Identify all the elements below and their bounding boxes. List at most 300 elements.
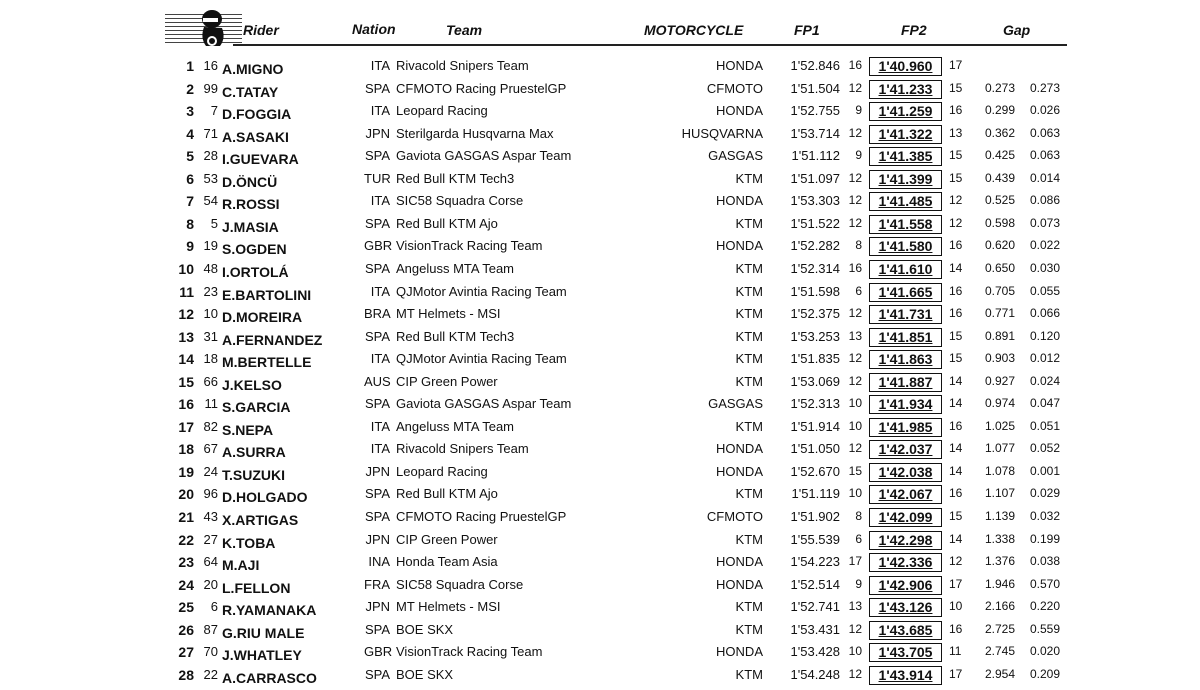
motorcycle: KTM [735,531,763,547]
rider-number: 31 [203,328,218,344]
gap-previous: 0.024 [1029,373,1060,388]
fp2-lap: 16 [949,486,963,501]
fp2-time: 1'42.099 [869,508,942,527]
position: 27 [178,644,194,661]
motorcycle: HONDA [716,554,763,570]
nation: ITA [370,58,390,73]
rider-number: 11 [204,396,218,412]
fp2-lap: 14 [949,531,963,546]
fp2-lap: 16 [949,103,963,118]
gap-first: 0.903 [984,351,1015,366]
rider-number: 5 [210,215,218,231]
team-name: QJMotor Avintia Racing Team [396,351,567,367]
fp1-time: 1'52.670 [790,463,840,479]
rider-name: G.RIU MALE [222,624,305,641]
fp1-lap: 9 [855,576,862,591]
table-row [0,306,1200,328]
rider-number: 7 [210,103,218,119]
nation: SPA [364,328,390,344]
fp2-lap: 17 [949,666,963,681]
fp1-time: 1'51.835 [790,351,840,367]
gap-previous: 0.199 [1029,531,1060,546]
gap-first: 0.439 [984,170,1015,185]
position: 10 [178,260,194,277]
fp1-time: 1'54.248 [790,666,840,682]
team-name: MT Helmets - MSI [396,599,501,615]
team-name: VisionTrack Racing Team [396,238,543,254]
table-row [0,464,1200,486]
rider-name: T.SUZUKI [222,466,285,483]
table-row [0,644,1200,666]
fp2-lap: 16 [949,283,963,298]
fp1-time: 1'51.598 [790,283,840,299]
table-row [0,374,1200,396]
motorcycle: HONDA [716,441,763,457]
rider-name: J.WHATLEY [222,647,302,664]
header-fp1: FP1 [794,22,820,38]
table-row [0,396,1200,418]
gap-previous: 0.063 [1029,125,1060,140]
gap-first: 0.362 [984,125,1015,140]
position: 17 [178,418,194,435]
table-row [0,599,1200,621]
team-name: Leopard Racing [396,103,488,119]
fp2-time: 1'41.731 [869,305,942,324]
gap-previous: 0.051 [1029,418,1060,433]
motorcycle: HONDA [716,576,763,592]
gap-first: 0.525 [984,193,1015,208]
table-row [0,81,1200,103]
fp1-time: 1'52.313 [790,396,840,412]
rider-number: 43 [203,509,218,524]
fp2-time: 1'41.610 [869,260,942,279]
table-row [0,622,1200,644]
nation: JPN [365,125,390,141]
rider-number: 10 [203,306,218,322]
fp1-lap: 12 [848,441,862,456]
gap-first: 0.299 [984,103,1015,118]
position: 19 [178,463,194,480]
motorcycle: KTM [735,621,763,637]
fp2-time: 1'42.067 [869,485,942,504]
table-row [0,58,1200,80]
fp2-time: 1'41.259 [869,102,942,121]
team-name: Gaviota GASGAS Aspar Team [396,396,572,412]
gap-previous: 0.073 [1029,215,1060,230]
position: 9 [186,238,194,255]
fp2-time: 1'41.665 [869,283,942,302]
table-row [0,486,1200,508]
fp1-time: 1'54.223 [790,554,840,570]
position: 24 [178,576,194,593]
fp1-time: 1'51.914 [790,418,840,434]
nation: GBR [364,644,393,660]
fp1-lap: 13 [848,599,862,614]
motorcycle: KTM [735,328,763,344]
fp1-lap: 10 [848,396,862,411]
fp2-time: 1'41.558 [869,215,942,234]
gap-first: 1.107 [984,486,1015,501]
gap-previous: 0.047 [1029,396,1060,411]
fp1-time: 1'52.755 [790,103,840,119]
fp1-time: 1'51.097 [790,170,840,186]
rider-name: R.ROSSI [222,196,280,213]
nation: BRA [364,306,391,322]
position: 28 [178,666,194,683]
fp1-time: 1'51.902 [790,509,840,524]
rider-name: A.SURRA [222,444,286,461]
fp1-time: 1'53.069 [790,373,840,389]
nation: AUS [364,373,391,389]
gap-previous: 0.012 [1029,351,1060,366]
gap-previous: 0.055 [1029,283,1060,298]
position: 25 [178,599,194,616]
table-row [0,329,1200,351]
rider-number: 64 [203,554,218,570]
gap-previous: 0.022 [1029,238,1060,253]
table-row [0,419,1200,441]
team-name: Red Bull KTM Tech3 [396,170,515,186]
nation: TUR [364,170,391,186]
position: 21 [178,509,194,525]
fp1-time: 1'55.539 [790,531,840,547]
team-name: Honda Team Asia [396,554,498,570]
motorcycle: KTM [735,260,763,276]
rider-number: 18 [203,351,218,367]
header-team: Team [446,22,483,38]
fp1-time: 1'51.522 [790,215,840,231]
motorcycle: KTM [735,666,763,682]
rider-name: J.KELSO [222,376,282,393]
fp1-lap: 9 [855,148,862,163]
fp2-lap: 15 [949,328,963,343]
fp2-time: 1'41.985 [869,418,942,437]
nation: SPA [364,621,390,637]
motorcycle: KTM [735,351,763,367]
position: 11 [179,283,194,300]
position: 20 [178,486,194,503]
position: 13 [178,328,194,345]
fp2-lap: 12 [949,554,963,569]
position: 22 [178,531,194,548]
motorcycle: GASGAS [708,148,763,164]
position: 6 [186,170,194,187]
position: 14 [178,351,194,368]
gap-previous: 0.052 [1029,441,1060,456]
fp2-time: 1'42.906 [869,576,942,595]
fp2-time: 1'41.887 [869,373,942,392]
rider-name: L.FELLON [222,579,291,596]
rider-name: D.ÖNCÜ [222,173,278,190]
motorcycle: HONDA [716,644,763,660]
fp1-lap: 12 [848,193,862,208]
position: 12 [178,306,194,323]
fp1-time: 1'53.303 [790,193,840,209]
rider-name: E.BARTOLINI [222,286,312,303]
fp2-lap: 15 [949,351,963,366]
fp1-lap: 12 [848,666,862,681]
nation: FRA [364,576,390,592]
fp2-lap: 15 [949,148,963,163]
position: 23 [178,554,194,571]
team-name: Red Bull KTM Ajo [396,486,498,502]
rider-name: I.GUEVARA [222,151,299,168]
motorcycle: KTM [735,306,763,322]
table-row [0,532,1200,554]
gap-first: 1.077 [984,441,1015,456]
gap-first: 1.376 [984,554,1015,569]
fp1-time: 1'53.431 [790,621,840,637]
gap-previous: 0.014 [1029,170,1060,185]
gap-previous: 0.120 [1029,328,1060,343]
fp1-lap: 10 [848,418,862,433]
fp1-lap: 8 [855,509,862,523]
gap-previous: 0.020 [1029,644,1060,659]
table-row [0,126,1200,148]
team-name: CFMOTO Racing PruestelGP [396,80,567,96]
gap-previous: 0.066 [1029,306,1060,321]
team-name: Angeluss MTA Team [396,260,515,276]
fp1-lap: 13 [848,328,862,343]
fp2-lap: 14 [949,463,963,478]
rider-name: D.MOREIRA [222,309,303,326]
gap-first: 2.166 [984,599,1015,614]
rider-name: D.HOLGADO [222,489,308,506]
position: 4 [186,125,194,142]
position: 18 [178,441,194,458]
fp2-time: 1'42.037 [869,440,942,459]
nation: ITA [370,283,390,299]
team-name: BOE SKX [396,621,454,637]
motorcycle: HONDA [716,103,763,119]
rider-number: 82 [203,418,218,434]
table-header [0,0,1200,48]
nation: JPN [365,531,390,547]
motorcycle: KTM [735,599,763,615]
fp1-time: 1'51.119 [791,486,840,502]
fp2-lap: 14 [949,373,963,388]
rider-number: 20 [203,576,218,592]
gap-previous: 0.030 [1029,260,1060,275]
motorcycle: HONDA [716,58,763,73]
rider-number: 71 [203,125,218,141]
gap-first: 2.745 [984,644,1015,659]
fp1-lap: 12 [848,351,862,366]
rider-number: 96 [203,486,218,502]
fp2-time: 1'43.914 [869,666,942,685]
nation: ITA [370,441,390,457]
gap-first: 2.725 [984,621,1015,636]
fp1-time: 1'53.714 [790,125,840,141]
rider-number: 24 [203,463,218,479]
fp2-lap: 14 [949,396,963,411]
table-row [0,216,1200,238]
fp1-lap: 15 [848,463,862,478]
rider-number: 16 [203,58,218,73]
rider-number: 48 [203,260,218,276]
position: 8 [186,215,194,232]
header-nation: Nation [352,21,396,37]
rider-number: 27 [203,531,218,547]
rider-name: A.FERNANDEZ [222,331,323,348]
fp2-lap: 11 [949,644,962,659]
position: 15 [178,373,194,390]
gap-first: 1.946 [984,576,1015,591]
gap-first: 0.598 [984,215,1015,230]
fp1-lap: 16 [848,58,862,72]
team-name: Red Bull KTM Tech3 [396,328,515,344]
rider-number: 99 [203,80,218,96]
team-name: Rivacold Snipers Team [396,441,529,457]
rider-number: 54 [203,193,218,209]
rider-number: 19 [203,238,218,254]
team-name: CIP Green Power [396,531,498,547]
rider-name: S.GARCIA [222,399,291,416]
nation: JPN [365,463,390,479]
fp2-time: 1'42.298 [869,531,942,550]
position: 26 [178,621,194,638]
nation: ITA [370,193,390,209]
fp1-lap: 17 [848,554,862,569]
position: 7 [186,193,194,210]
gap-first: 1.025 [984,418,1015,433]
fp1-lap: 12 [848,215,862,230]
team-name: SIC58 Squadra Corse [396,576,524,592]
table-row [0,261,1200,283]
fp1-lap: 10 [848,486,862,501]
fp2-lap: 14 [949,260,963,275]
nation: SPA [364,260,390,276]
fp1-lap: 6 [855,531,862,546]
fp2-time: 1'41.851 [869,328,942,347]
gap-first: 0.927 [984,373,1015,388]
table-row [0,284,1200,306]
gap-previous: 0.220 [1029,599,1060,614]
fp2-time: 1'43.705 [869,643,942,662]
gap-previous: 0.001 [1029,463,1060,478]
gap-first: 0.974 [984,396,1015,411]
fp1-lap: 12 [848,125,862,140]
nation: INA [368,554,390,570]
fp1-lap: 12 [848,306,862,321]
fp2-lap: 12 [949,215,963,230]
gap-previous: 0.029 [1029,486,1060,501]
fp2-lap: 17 [949,58,963,72]
fp1-lap: 6 [855,283,862,298]
rider-name: I.ORTOLÁ [222,263,289,280]
team-name: VisionTrack Racing Team [396,644,543,660]
nation: SPA [364,148,390,164]
fp2-lap: 16 [949,306,963,321]
fp1-time: 1'51.504 [790,80,840,96]
fp1-lap: 12 [848,621,862,636]
fp1-lap: 12 [848,373,862,388]
rider-name: M.BERTELLE [222,354,312,371]
fp2-time: 1'41.322 [869,125,942,144]
fp1-lap: 9 [855,103,862,118]
position: 16 [178,396,194,413]
nation: JPN [365,599,390,615]
team-name: Angeluss MTA Team [396,418,515,434]
table-row [0,351,1200,373]
fp1-lap: 12 [848,80,862,95]
gap-previous: 0.032 [1029,509,1060,523]
team-name: Leopard Racing [396,463,488,479]
position: 5 [186,148,194,165]
motorcycle: KTM [735,215,763,231]
motorcycle: KTM [735,418,763,434]
rider-name: S.NEPA [222,421,274,438]
nation: SPA [364,666,390,682]
fp2-time: 1'41.233 [869,80,942,99]
gap-previous: 0.559 [1029,621,1060,636]
table-row [0,509,1200,531]
fp1-time: 1'52.741 [790,599,840,615]
fp2-lap: 15 [949,80,963,95]
gap-first: 1.338 [984,531,1015,546]
rider-name: R.YAMANAKA [222,602,317,619]
fp1-time: 1'51.112 [791,148,840,164]
table-row [0,577,1200,599]
position: 3 [186,103,194,120]
fp2-time: 1'42.038 [869,463,942,482]
fp2-time: 1'41.934 [869,395,942,414]
gap-first: 0.425 [984,148,1015,163]
table-row [0,238,1200,260]
fp1-time: 1'53.253 [790,328,840,344]
team-name: CFMOTO Racing PruestelGP [396,509,567,524]
fp1-time: 1'52.375 [790,306,840,322]
position: 1 [186,58,194,74]
team-name: BOE SKX [396,666,454,682]
table-row [0,667,1200,689]
fp2-time: 1'42.336 [869,553,942,572]
rider-name: D.FOGGIA [222,106,292,123]
fp2-lap: 16 [949,621,963,636]
fp1-lap: 12 [848,170,862,185]
fp2-lap: 16 [949,418,963,433]
fp2-lap: 15 [949,170,963,185]
nation: GBR [364,238,393,254]
fp2-time: 1'41.863 [869,350,942,369]
header-fp2: FP2 [901,22,927,38]
gap-first: 0.891 [984,328,1015,343]
rider-number: 67 [203,441,218,457]
gap-previous: 0.273 [1029,80,1060,95]
rider-name: A.MIGNO [222,61,284,77]
team-name: QJMotor Avintia Racing Team [396,283,567,299]
gap-previous: 0.570 [1029,576,1060,591]
fp1-lap: 10 [848,644,862,659]
team-name: Rivacold Snipers Team [396,58,529,73]
fp2-lap: 13 [949,125,963,140]
fp2-time: 1'41.385 [869,147,942,166]
rider-name: C.TATAY [222,83,279,100]
rider-number: 23 [203,283,218,299]
fp2-time: 1'41.580 [869,237,942,256]
rider-number: 6 [210,599,218,615]
motorcycle: KTM [735,170,763,186]
motorcycle: HONDA [716,463,763,479]
gap-previous: 0.209 [1029,666,1060,681]
motorcycle: KTM [735,486,763,502]
gap-first: 0.650 [984,260,1015,275]
gap-first: 0.273 [984,80,1015,95]
rider-name: J.MASIA [222,218,279,235]
fp1-time: 1'53.428 [790,644,840,660]
gap-previous: 0.026 [1029,103,1060,118]
motorcycle: CFMOTO [706,80,763,96]
